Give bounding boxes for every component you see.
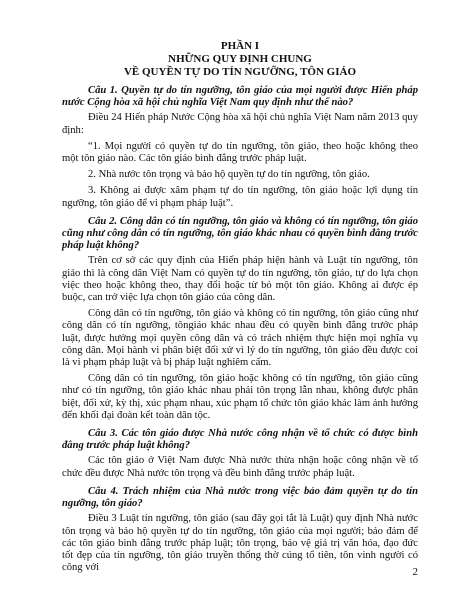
paragraph: Trên cơ sở các quy định của Hiến pháp hiện hành và Luật tín ngưỡng, tôn giáo thì là công dân Việt Nam có quyền tự do tín ngưỡng, tôn giáo, tự do lựa chọn việc theo hoặc không theo, thay đổi hoặc từ bỏ một tôn giáo. Không ai được ép buộc, can trở việc lựa chọn tôn giáo của công dân. [62, 255, 418, 304]
paragraph: 2. Nhà nước tôn trọng và bảo hộ quyền tự do tín ngưỡng, tôn giáo. [88, 169, 370, 181]
section-2 [62, 216, 418, 422]
section-1 [62, 85, 418, 210]
section-4 [62, 486, 418, 574]
paragraph: Điều 24 Hiến pháp Nước Cộng hòa xã hội chủ nghĩa Việt Nam năm 2013 quy định: [62, 112, 418, 136]
page-number: 2 [412, 566, 418, 578]
question-heading: Câu 1. Quyền tự do tín ngưỡng, tôn giáo của mọi người được Hiến pháp nước Cộng hòa xã hội chủ nghĩa Việt Nam quy định như thế nào? [62, 85, 418, 109]
question-heading: Câu 4. Trách nhiệm của Nhà nước trong việc bảo đảm quyền tự do tín ngưỡng, tôn giáo? [62, 485, 418, 510]
part-label: PHẦN I [220, 40, 260, 52]
question-heading: Câu 2. Công dân có tín ngưỡng, tôn giáo và không có tín ngưỡng, tôn giáo cũng như công dân có tín ngưỡng, tôn giáo khác nhau có quyền bình đẳng trước pháp luật không? [62, 215, 418, 252]
part-title-line2: VỀ QUYỀN TỰ DO TÍN NGƯỠNG, TÔN GIÁO [123, 66, 357, 78]
part-header [62, 40, 418, 79]
paragraph: Công dân có tín ngưỡng, tôn giáo và không có tín ngưỡng, tôn giáo cũng như công dân có tín ngưỡng, tôngiáo khác nhau đều có quyền bình đẳng trước pháp luật, được hưởng mọi quyền công dân và có trách nhiệm thực hiện mọi nghĩa vụ công dân. Mọi hành vi phân biệt đối xử vì lý do tín ngưỡng, tôn giáo đều được coi là vi phạm pháp luật và bị pháp luật nghiêm cấm. [62, 308, 418, 369]
part-title-line1: NHỮNG QUY ĐỊNH CHUNG [168, 53, 312, 65]
paragraph: 3. Không ai được xâm phạm tự do tín ngưỡng, tôn giáo hoặc lợi dụng tín ngưỡng, tôn giáo để vi phạm pháp luật”. [62, 185, 418, 209]
question-heading: Câu 3. Các tôn giáo được Nhà nước công nhận về tổ chức có được bình đẳng trước pháp luật không? [62, 428, 418, 452]
section-3 [62, 428, 418, 480]
paragraph: “1. Mọi người có quyền tự do tín ngưỡng, tôn giáo, theo hoặc không theo một tôn giáo nào. Các tôn giáo bình đẳng trước pháp luật. [62, 140, 418, 165]
paragraph: Công dân có tín ngưỡng, tôn giáo hoặc không có tín ngưỡng, tôn giáo cũng như có tín ngưỡng, tôn giáo khác nhau phải tôn trọng lẫn nhau, không được phân biệt, đối xử, kỳ thị, xúc phạm nhau, xúc phạm tổ chức tôn giáo khác làm ảnh hưởng đến khối đại đoàn kết toàn dân tộc. [62, 373, 418, 421]
paragraph: Điều 3 Luật tín ngưỡng, tôn giáo (sau đây gọi tắt là Luật) quy định Nhà nước tôn trọng và bảo hộ quyền tự do tín ngưỡng, tôn giáo của mọi người; bảo đảm để các tôn giáo bình đẳng trước pháp luật; tôn trọng, bảo vệ giá trị văn hóa, đạo đức tốt đẹp của tín ngưỡng, tôn giáo truyền thống thờ cúng tổ tiên, tôn vinh người có công với [62, 513, 418, 574]
paragraph: Các tôn giáo ở Việt Nam được Nhà nước thừa nhận hoặc công nhận về tổ chức đều được Nhà nước tôn trọng và đều bình đẳng trước pháp luật. [62, 455, 418, 479]
